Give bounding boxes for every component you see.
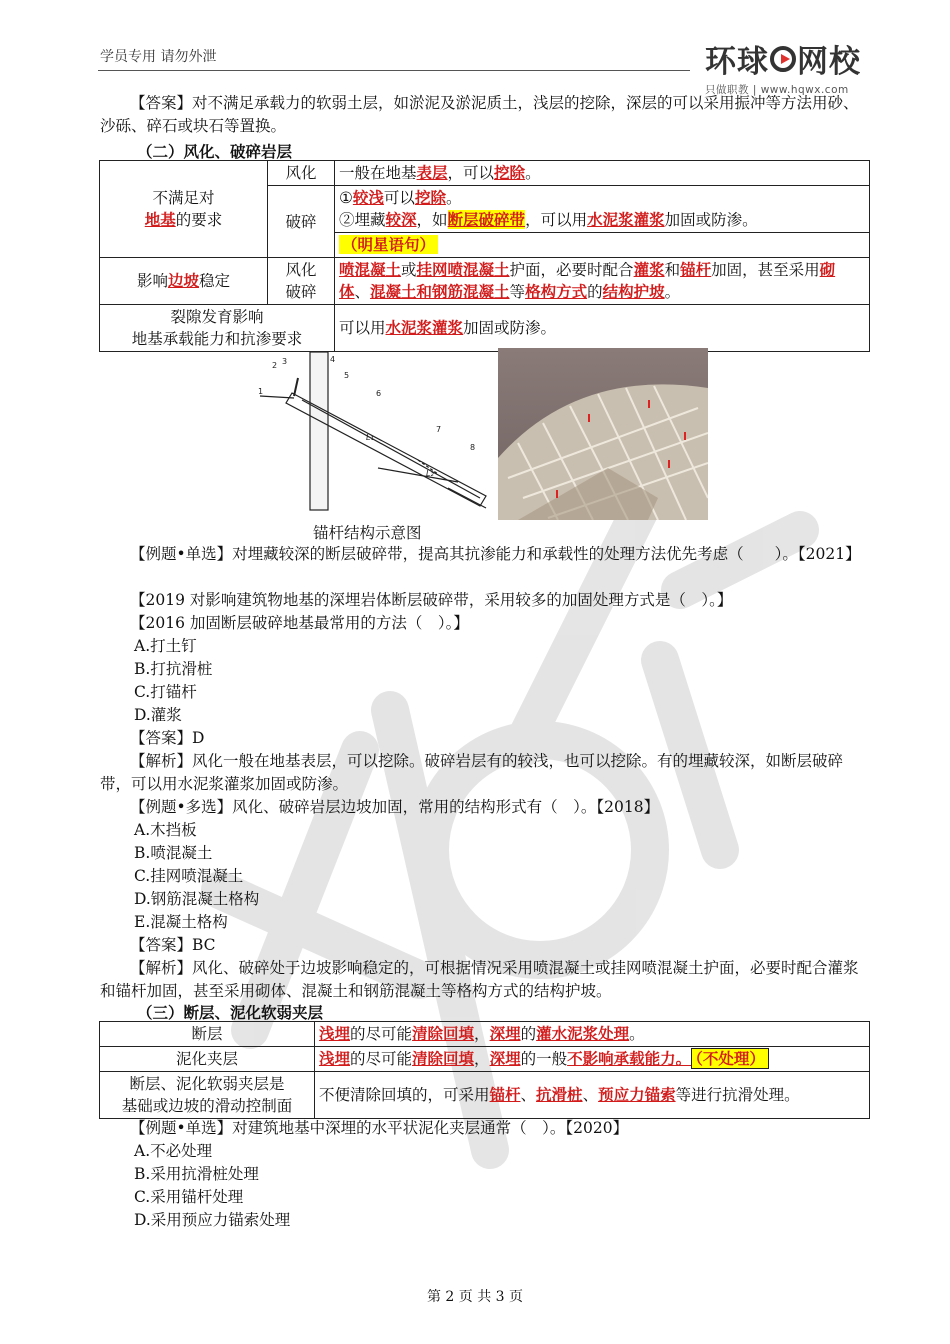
brand-logo (705, 36, 875, 96)
logo-subtitle: 只做职教 | www.hqwx.com (705, 84, 849, 96)
q2-option-d: D.钢筋混凝土格构 (134, 890, 260, 908)
q1-note-2019: 【2019 对影响建筑物地基的深埋岩体断层破碎带，采用较多的加固处理方式是（ ）。】 (130, 591, 733, 609)
diagram-label-1: 1 (258, 387, 264, 396)
q1-analysis: 【解析】风化一般在地基表层，可以挖除。破碎岩层有的较浅，也可以挖除。有的埋藏较深，如断层破碎带，可以用水泥浆灌浆加固或防渗。 (100, 752, 844, 793)
figure-caption: 锚杆结构示意图 (313, 524, 422, 542)
diagram-label-7: 7 (436, 425, 442, 434)
sub-head-weathered: 风化 (268, 161, 335, 186)
q2-option-c: C.挂网喷混凝土 (134, 867, 244, 885)
q1-option-b: B.打抗滑桩 (134, 660, 213, 678)
q3-stem: 【例题•单选】对建筑地基中深埋的水平状泥化夹层通常（ ）。【2020】 (130, 1119, 629, 1137)
diagram-label-4: 4 (330, 355, 336, 364)
diagram-label-3: 3 (282, 357, 288, 366)
diagram-label-6: 6 (376, 389, 382, 398)
q1-answer: 【答案】D (130, 729, 205, 747)
q1-note-2016: 【2016 加固断层破碎地基最常用的方法（ ）。】 (130, 614, 469, 632)
q2-answer: 【答案】BC (130, 936, 216, 954)
q3-option-c: C.采用锚杆处理 (134, 1188, 244, 1206)
q2-option-b: B.喷混凝土 (134, 844, 213, 862)
star-tag: （明星语句） (339, 235, 438, 254)
q1-option-d: D.灌浆 (134, 706, 182, 724)
logo-text-b: 网校 (797, 44, 861, 80)
cell-clay: 浅埋的尽可能清除回填，深埋的一般不影响承载能力。 （不处理） (315, 1047, 870, 1072)
cell-broken: ①较浅可以挖除。 ②埋藏较深，如断层破碎带，可以用水泥浆灌浆加固或防渗。 (335, 186, 870, 233)
q2-stem: 【例题•多选】风化、破碎岩层边坡加固，常用的结构形式有（ ）。【2018】 (130, 798, 660, 816)
header-label: 学员专用 请勿外泄 (100, 49, 217, 65)
q3-option-b: B.采用抗滑桩处理 (134, 1165, 259, 1183)
cell-star-tag (335, 233, 870, 258)
row-head-fault: 断层 (100, 1022, 315, 1047)
cell-fault: 浅埋的尽可能清除回填，深埋的灌水泥浆处理。 (315, 1022, 870, 1047)
no-treatment-tag: （不处理） (691, 1048, 769, 1069)
row-head-slope: 影响边坡稳定 (100, 258, 268, 305)
cell-slide: 不便清除回填的，可采用锚杆、抗滑桩、预应力锚索等进行抗滑处理。 (315, 1072, 870, 1119)
diagram-label-8: 8 (470, 443, 476, 452)
rock-layer-table (99, 160, 870, 352)
anchor-diagram (258, 348, 488, 518)
cell-slope: 喷混凝土或挂网喷混凝土护面，必要时配合灌浆和锚杆加固，甚至采用砌体、混凝土和钢筋混凝土等格构方式的结构护坡。 (335, 258, 870, 305)
cell-crack: 可以用水泥浆灌浆加固或防渗。 (335, 305, 870, 352)
q3-option-d: D.采用预应力锚索处理 (134, 1211, 291, 1229)
row-head-crack: 裂隙发育影响 地基承载能力和抗渗要求 (100, 305, 335, 352)
diagram-label-l1: L₁ (366, 433, 374, 442)
fault-layer-table (99, 1021, 870, 1119)
row-head-foundation: 不满足对 地基的要求 (100, 161, 268, 258)
sub-head-broken: 破碎 (268, 186, 335, 258)
diagram-label-2: 2 (272, 361, 278, 370)
q1-option-c: C.打锚杆 (134, 683, 197, 701)
answer-paragraph: 【答案】对不满足承载力的软弱土层，如淤泥及淤泥质土，浅层的挖除，深层的可以采用振冲等方法用砂、沙砾、碎石或块石等置换。 (100, 94, 859, 135)
row-head-clay: 泥化夹层 (100, 1047, 315, 1072)
page-number: 第 2 页 共 3 页 (426, 1289, 524, 1305)
q2-option-e: E.混凝土格构 (134, 913, 228, 931)
q2-option-a: A.木挡板 (134, 821, 197, 839)
row-head-slide: 断层、泥化软弱夹层是 基础或边坡的滑动控制面 (100, 1072, 315, 1119)
q2-analysis: 【解析】风化、破碎处于边坡影响稳定的，可根据情况采用喷混凝土或挂网喷混凝土护面，必要时配合灌浆和锚杆加固，甚至采用砌体、混凝土和钢筋混凝土等格构方式的结构护坡。 (100, 959, 859, 1000)
cell-weathered: 一般在地基表层，可以挖除。 (335, 161, 870, 186)
header-divider (98, 70, 690, 71)
slope-photo (498, 348, 708, 520)
play-icon (770, 46, 796, 72)
diagram-label-l2: L₂ (426, 469, 434, 478)
section-heading-2: （二）风化、破碎岩层 (137, 142, 293, 161)
diagram-label-5: 5 (344, 371, 350, 380)
q1-stem: 【例题•单选】对埋藏较深的断层破碎带，提高其抗渗能力和承载性的处理方法优先考虑（ ）。【2021】 (130, 545, 861, 563)
logo-text-a: 环球 (705, 44, 769, 80)
section-heading-3: （三）断层、泥化软弱夹层 (137, 1003, 324, 1022)
q1-option-a: A.打土钉 (134, 637, 197, 655)
q3-option-a: A.不必处理 (134, 1142, 213, 1160)
sub-head-weathered-broken: 风化 破碎 (268, 258, 335, 305)
